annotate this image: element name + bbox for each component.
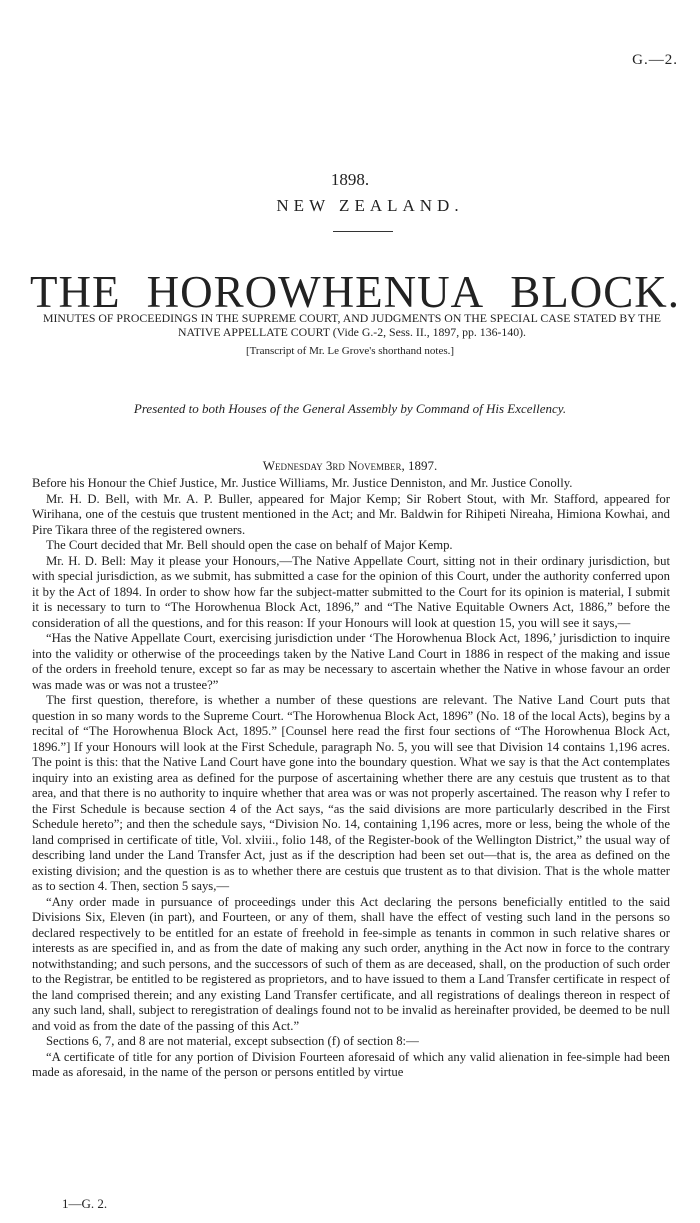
paragraph-appearances: Mr. H. D. Bell, with Mr. A. P. Buller, appeared for Major Kemp; Sir Robert Stout, with Mr. Stafford, appeared for Wirihana, one of the cestuis que trustent mentioned in the Act; and Mr. Baldwin for Rihipeti Nireaha, Himiona Kowhai, and Pire Tikara three of the registered owners.	[32, 491, 670, 537]
paragraph-bell-opening: Mr. H. D. Bell: May it please your Honours,—The Native Appellate Court, sitting not in their ordinary jurisdiction, but with special jurisdiction, as we submit, has submitted a case for the opinion of this Court, under the authority conferred upon it by the Act of 1894. In order to show how far the subject-matter submitted to the Court for its opinion is material, I submit it is necessary to turn to “The Horowhenua Block Act, 1896,” and “The Native Equitable Owners Act, 1886,” before the consideration of all the questions, and for this reason: If your Honours will look at question 15, you will see it says,—	[32, 553, 670, 630]
paragraph-first-question: The first question, therefore, is whether a number of these questions are relevant. The Native Land Court puts that question in so many words to the Supreme Court. “The Horowhenua Block Act, 1896” (No. 18 of the local Acts), begins by a recital of “The Horowhenua Block Act, 1895.” [Counsel here read the first four sections of “The Horowhenua Block Act, 1896.”] If your Honours will look at the First Schedule, paragraph No. 5, you will see that Division 14 contains 1,196 acres. The point is this: that the Native Land Court have gone into the boundary question. What we say is that the Act contemplates inquiry into an existing area as defined for the purpose of ascertaining whether there are any cestuis que trustent as to that area, and that there is no authority to inquire whether that area was or was not properly ascertained. The reason why I refer to the First Schedule is because section 4 of the Act says, “as the said divisions are more particularly described in the First Schedule hereto”; and then the schedule says, “Division No. 14, containing 1,196 acres, more or less, being the whole of the land comprised in certificate of title, Vol. xlviii., folio 148, of the Register-book of the Wellington District,” the usual way of describing land under the Land Transfer Act, just as if the description had been set out—that is, the area as defined on the existing division; and the question is as to whether there are cestuis que trustent as to that division. That is the whole matter as to section 4. Then, section 5 says,—	[32, 693, 670, 893]
presentation-line: Presented to both Houses of the General Assembly by Command of His Excellency.	[133, 401, 567, 416]
title-divider	[333, 231, 393, 232]
year-heading: 1898.	[330, 170, 370, 189]
paragraph-question-15: “Has the Native Appellate Court, exercising jurisdiction under ‘The Horowhenua Block Act, 1896,’ jurisdiction to inquire into the validity or otherwise of the proceedings taken by the Native Land Court in 1886 in respect of the making and issue of the orders in freehold tenure, except so far as may be necessary to ascertain whether the Native in whose favour an order was made was or was not a trustee?”	[32, 631, 670, 692]
transcript-note: [Transcript of Mr. Le Grove's shorthand notes.]	[245, 345, 455, 357]
title-word: THE	[30, 267, 121, 317]
paragraph-sections-6-8: Sections 6, 7, and 8 are not material, except subsection (f) of section 8:—	[46, 1034, 419, 1048]
footer-signature: 1—G. 2.	[62, 1196, 108, 1211]
title-word: BLOCK.	[510, 267, 680, 317]
country-heading: NEW ZEALAND.	[276, 196, 464, 215]
page-reference: G.—2.	[632, 52, 678, 68]
paragraph-certificate-quote: “A certificate of title for any portion of Division Fourteen aforesaid of which any valid alienation in fee-simple had been made as aforesaid, in the name of the person or persons entitled by virtue	[32, 1049, 670, 1079]
paragraph-section-5-quote: “Any order made in pursuance of proceedings under this Act declaring the persons beneficially entitled to the said Divisions Six, Eleven (in part), and Fourteen, or any of them, shall have the effect of vesting such land in the persons so declared respectively to be entitled for an estate of freehold in fee-simple as tenants in common in such relative shares or interests as are specified in, and as from the date of making any such order, anything in the Act now in force to the contrary notwithstanding; and such persons, and the successors of such of them as are deceased, shall, on the production of such order to the Registrar, be entitled to be registered as proprietors, and to have issued to them a Land Transfer certificate in respect of the land comprised therein; and any existing Land Transfer certificate, and all registrations of dealings thereon in respect of any such land, shall, subject to reregistration of dealings found not to be invalid as hereinafter provided, be deemed to be null and void as from the date of the passing of this Act.”	[32, 894, 670, 1033]
paragraph-bench: Before his Honour the Chief Justice, Mr. Justice Williams, Mr. Justice Denniston, and Mr. Justice Conolly.	[32, 476, 573, 490]
minutes-body	[32, 476, 670, 1081]
session-date: Wednesday 3rd November, 1897.	[262, 458, 438, 473]
paragraph-court-decision: The Court decided that Mr. Bell should open the case on behalf of Major Kemp.	[46, 538, 453, 552]
document-subtitle: MINUTES OF PROCEEDINGS IN THE SUPREME COURT, AND JUDGMENTS ON THE SPECIAL CASE STATED BY THE NATIVE APPELLATE COURT (Vide G.-2, Sess. II., 1897, pp. 136-140).	[43, 311, 661, 339]
title-word: HOROWHENUA	[146, 267, 485, 317]
